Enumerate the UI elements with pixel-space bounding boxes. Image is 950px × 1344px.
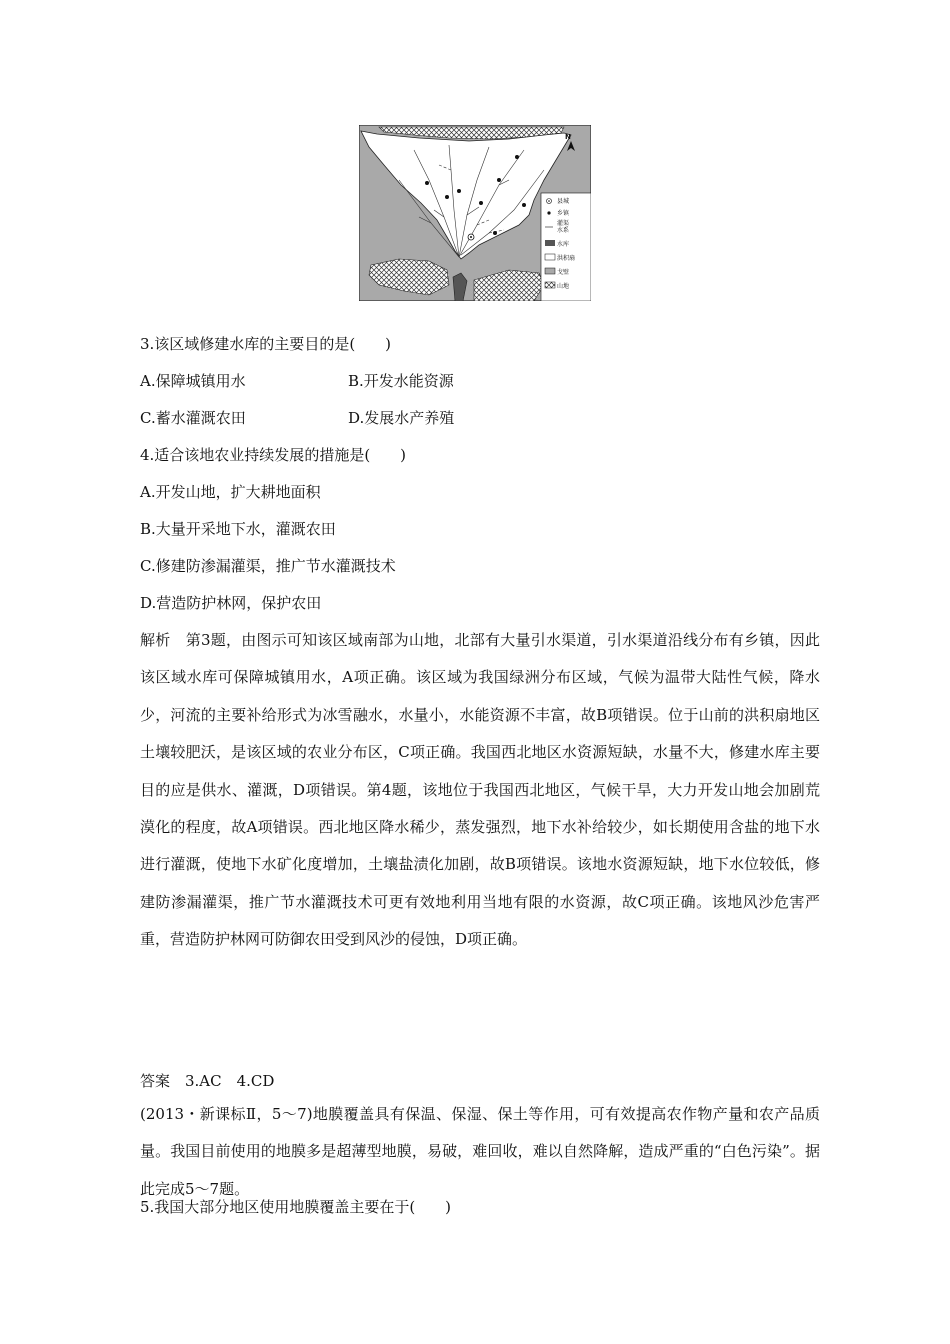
svg-text:N: N <box>565 133 571 141</box>
svg-text:洪积扇: 洪积扇 <box>557 255 576 262</box>
svg-text:乡镇: 乡镇 <box>557 210 570 217</box>
question-3-option-d: D.发展水产养殖 <box>348 409 455 427</box>
intro-paragraph: (2013・新课标Ⅱ，5～7)地膜覆盖具有保温、保湿、保土等作用，可有效提高农作物产量和农产品质量。我国目前使用的地膜多是超薄型地膜，易破，难回收，难以自然降解，造成严重的“白色污染”。据此完成5～7题。 <box>140 1105 820 1198</box>
question-3-option-c: C.蓄水灌溉农田 <box>140 409 246 427</box>
analysis-paragraph: 解析 第3题，由图示可知该区域南部为山地，北部有大量引水渠道，引水渠道沿线分布有乡镇，因此该区域水库可保障城镇用水，A项正确。该区域为我国绿洲分布区域，气候为温带大陆性气候，降水少，河流的主要补给形式为冰雪融水，水量小，水能资源不丰富，故B项错误。位于山前的洪积扇地区土壤较肥沃，是该区域的农业分布区，C项正确。我国西北地区水资源短缺，水量不大，修建水库主要目的应是供水、灌溉，D项错误。第4题，该地位于我国西北地区，气候干旱，大力开发山地会加剧荒漠化的程度，故A项错误。西北地区降水稀少，蒸发强烈，地下水补给较少，如长期使用含盐的地下水进行灌溉，使地下水矿化度增加，土壤盐渍化加剧，故B项错误。该地水资源短缺，地下水位较低，修建防渗漏灌渠，推广节水灌溉技术可更有效地利用当地有限的水资源，故C项正确。该地风沙危害严重，营造防护林网可防御农田受到风沙的侵蚀，D项正确。 <box>140 631 820 949</box>
svg-text:水系: 水系 <box>557 227 570 234</box>
svg-text:戈壁: 戈壁 <box>557 269 570 276</box>
question-4-option-c: C.修建防渗漏灌渠，推广节水灌溉技术 <box>140 557 396 575</box>
legend <box>541 193 591 301</box>
svg-text:山地: 山地 <box>557 283 570 290</box>
question-3-stem: 3.该区域修建水库的主要目的是( ) <box>140 335 392 353</box>
question-4-option-d: D.营造防护林网，保护农田 <box>140 594 322 612</box>
map-figure <box>359 125 591 301</box>
svg-text:水库: 水库 <box>557 241 570 248</box>
svg-text:县城: 县城 <box>557 198 570 205</box>
question-3-option-b: B.开发水能资源 <box>348 372 454 390</box>
answer-line: 答案 3.AC 4.CD <box>140 1072 275 1090</box>
county-marker <box>468 234 474 240</box>
svg-text:灌渠: 灌渠 <box>557 220 570 227</box>
question-5-stem: 5.我国大部分地区使用地膜覆盖主要在于( ) <box>140 1198 452 1216</box>
question-4-stem: 4.适合该地农业持续发展的措施是( ) <box>140 446 407 464</box>
question-4-option-b: B.大量开采地下水，灌溉农田 <box>140 520 336 538</box>
question-4-option-a: A.开发山地，扩大耕地面积 <box>140 483 321 501</box>
question-3-option-a: A.保障城镇用水 <box>140 372 246 390</box>
